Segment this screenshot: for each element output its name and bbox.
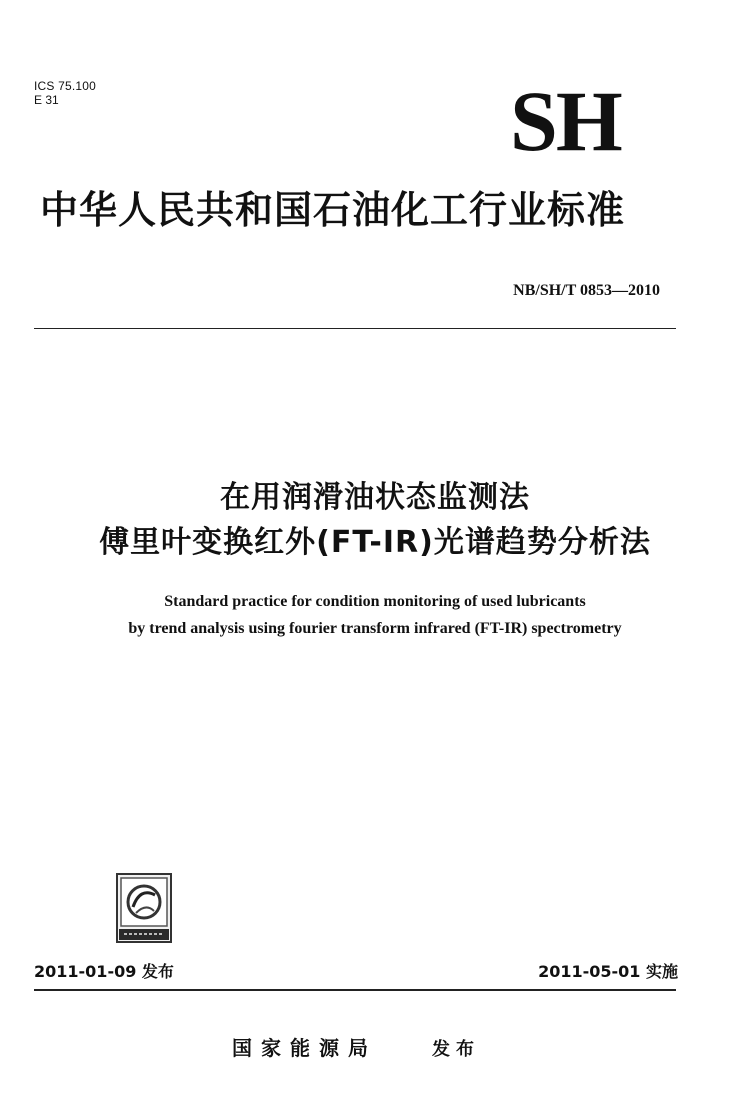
classification-code: E 31 bbox=[34, 93, 59, 107]
title-en-line2: by trend analysis using fourier transform infrared (FT-IR) spectrometry bbox=[128, 620, 622, 637]
title-zh-line2: 傅里叶变换红外(FT-IR)光谱趋势分析法 bbox=[99, 525, 651, 560]
title-zh-line1: 在用润滑油状态监测法 bbox=[220, 480, 530, 515]
publish-verb: 发布 bbox=[432, 1039, 480, 1060]
standard-number bbox=[513, 280, 660, 301]
header-divider bbox=[34, 328, 676, 329]
publisher: 国家能源局 bbox=[232, 1036, 377, 1060]
standard-number-text: NB/SH/T 0853—2010 bbox=[513, 282, 660, 299]
sh-logo: SH bbox=[510, 73, 621, 169]
issue-date: 2011-01-09 发布 bbox=[34, 962, 174, 981]
ics-code: ICS 75.100 bbox=[34, 79, 97, 93]
certification-seal-icon bbox=[116, 873, 172, 943]
title-en-line1: Standard practice for condition monitoring of used lubricants bbox=[164, 593, 586, 610]
industry-standard-title: 中华人民共和国石油化工行业标准 bbox=[40, 188, 626, 232]
footer-divider bbox=[34, 989, 676, 991]
implementation-date: 2011-05-01 实施 bbox=[538, 962, 678, 981]
